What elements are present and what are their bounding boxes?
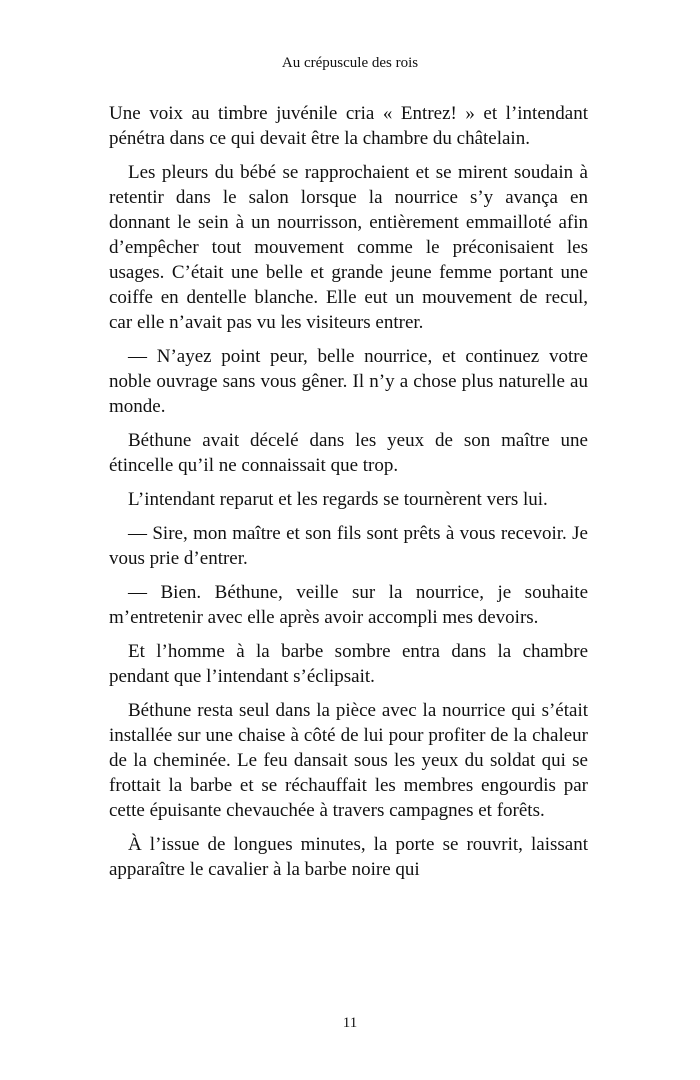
paragraph: Les pleurs du bébé se rapprochaient et se mirent soudain à retentir dans le salon lorsque la nourrice s’y avança en donnant le sein à un nourrisson, entièrement emmailloté afin d’empêcher tout mouvement comme le préconisaient les usages. C’était une belle et grande jeune femme portant une coiffe en dentelle blanche. Elle eut un mouvement de recul, car elle n’avait pas vu les visiteurs entrer.	[109, 162, 588, 333]
paragraph: Béthune avait décelé dans les yeux de son maître une étincelle qu’il ne connaissait que trop.	[109, 430, 588, 476]
paragraph: — Bien. Béthune, veille sur la nourrice, je souhaite m’entretenir avec elle après avoir accompli mes devoirs.	[109, 582, 588, 628]
paragraph: — N’ayez point peur, belle nourrice, et continuez votre noble ouvrage sans vous gêner. Il n’y a chose plus naturelle au monde.	[109, 346, 588, 417]
paragraph: — Sire, mon maître et son fils sont prêts à vous recevoir. Je vous prie d’entrer.	[109, 523, 588, 569]
paragraph: Et l’homme à la barbe sombre entra dans la chambre pendant que l’intendant s’éclipsait.	[109, 641, 588, 687]
paragraph: Béthune resta seul dans la pièce avec la nourrice qui s’était installée sur une chaise à côté de lui pour profiter de la chaleur de la cheminée. Le feu dansait sous les yeux du soldat qui se frottait la barbe et se réchauffait les membres engourdis par cette épuisante chevauchée à travers campagnes et forêts.	[109, 700, 588, 821]
running-head: Au crépuscule des rois	[281, 55, 419, 71]
page-number: 11	[342, 1015, 358, 1031]
paragraph: À l’issue de longues minutes, la porte se rouvrit, laissant apparaître le cavalier à la barbe noire qui	[109, 834, 588, 880]
body-text	[109, 101, 588, 891]
paragraph: Une voix au timbre juvénile cria « Entrez! » et l’intendant pénétra dans ce qui devait être la chambre du châtelain.	[109, 103, 588, 149]
paragraph: L’intendant reparut et les regards se tournèrent vers lui.	[128, 489, 548, 510]
